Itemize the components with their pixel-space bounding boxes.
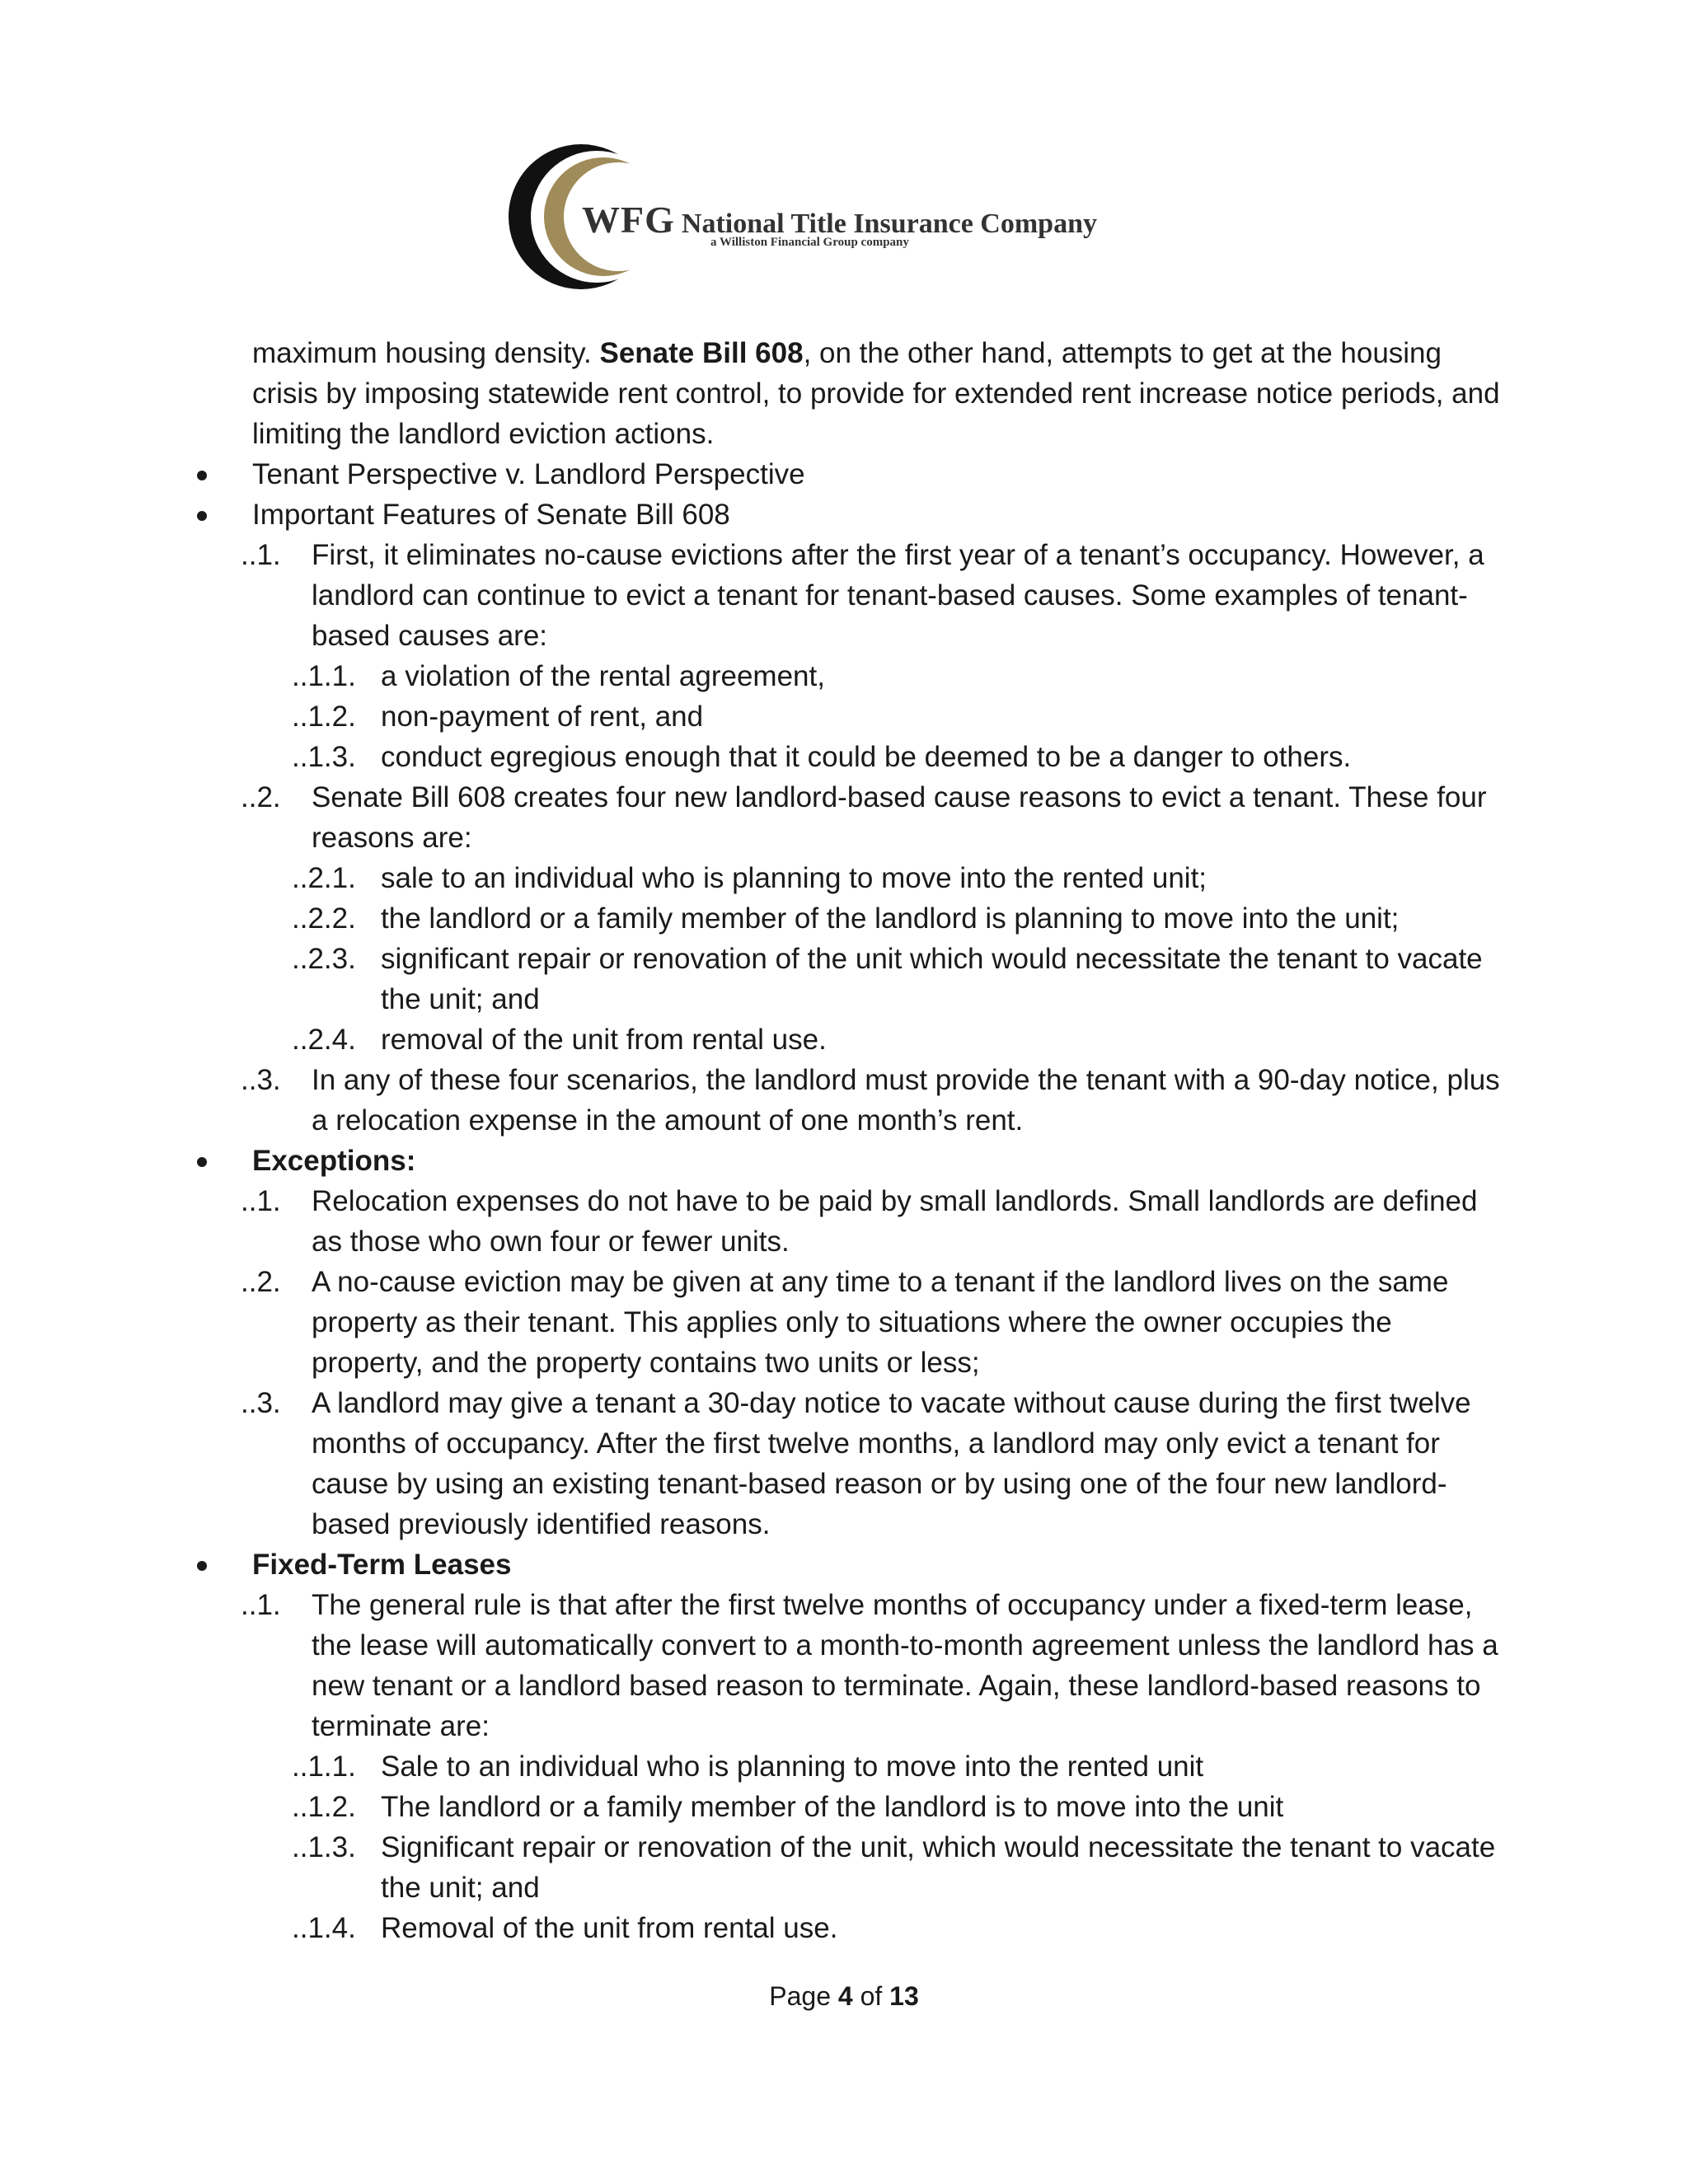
bullet-item: Important Features of Senate Bill 608 bbox=[190, 494, 1508, 535]
logo-tagline: a Williston Financial Group company bbox=[710, 236, 909, 249]
intro-bold-term: Senate Bill 608 bbox=[599, 337, 804, 369]
logo-abbr: WFG bbox=[582, 199, 675, 241]
page-footer bbox=[0, 1978, 1688, 2014]
list-marker: ..3. bbox=[241, 1064, 281, 1096]
numbered-item: ..1. First, it eliminates no-cause evictions after the first year of a tenant’s occupancy. However, a landlord can continue to evict a tenant for tenant-based causes. Some examples of tenant-based causes are: bbox=[190, 535, 1508, 656]
list-marker: ..1.4. bbox=[292, 1912, 356, 1944]
sub-numbered-item: ..1.1. a violation of the rental agreement, bbox=[190, 656, 1508, 696]
list-marker: ..1.1. bbox=[292, 1750, 356, 1783]
sub-numbered-item: ..2.2. the landlord or a family member of the landlord is planning to move into the unit; bbox=[190, 898, 1508, 939]
numbered-item: ..2. Senate Bill 608 creates four new landlord-based cause reasons to evict a tenant. These four reasons are: bbox=[190, 777, 1508, 858]
page-label: Page bbox=[769, 1981, 831, 2011]
sub-numbered-item: ..2.3. significant repair or renovation of the unit which would necessitate the tenant to vacate the unit; and bbox=[190, 939, 1508, 1019]
bullet-item: Fixed-Term Leases bbox=[190, 1544, 1508, 1585]
sub-numbered-item: ..2.4. removal of the unit from rental use. bbox=[190, 1019, 1508, 1060]
sub-numbered-item: ..2.1. sale to an individual who is planning to move into the rented unit; bbox=[190, 858, 1508, 898]
numbered-item: ..2. A no-cause eviction may be given at any time to a tenant if the landlord lives on the same property as their tenant. This applies only to situations where the owner occupies the property, and the property contains two units or less; bbox=[190, 1262, 1508, 1383]
list-marker: ..1.2. bbox=[292, 1791, 356, 1823]
logo-company-name: National Title Insurance Company bbox=[681, 209, 1097, 239]
current-page-number: 4 bbox=[837, 1981, 853, 2011]
total-pages-number: 13 bbox=[889, 1981, 919, 2011]
sub-numbered-item: ..1.3. Significant repair or renovation of the unit, which would necessitate the tenant to vacate the unit; and bbox=[190, 1827, 1508, 1908]
numbered-item: ..3. A landlord may give a tenant a 30-day notice to vacate without cause during the first twelve months of occupancy. After the first twelve months, a landlord may only evict a tenant for cause by using an existing tenant-based reason or by using one of the four new landlord-based previously identified reasons. bbox=[190, 1383, 1508, 1544]
list-marker: ..1.3. bbox=[292, 1831, 356, 1863]
numbered-item: ..3. In any of these four scenarios, the landlord must provide the tenant with a 90-day notice, plus a relocation expense in the amount of one month’s rent. bbox=[190, 1060, 1508, 1141]
sub-numbered-item: ..1.2. non-payment of rent, and bbox=[190, 696, 1508, 737]
intro-paragraph: maximum housing density. Senate Bill 608, on the other hand, attempts to get at the housing crisis by imposing statewide rent control, to provide for extended rent increase notice periods, and limiting the landlord eviction actions. bbox=[252, 337, 1500, 450]
page-of-label: of bbox=[860, 1981, 883, 2011]
list-marker: ..1.2. bbox=[292, 701, 356, 733]
list-marker: ..2.4. bbox=[292, 1024, 356, 1056]
list-marker: ..2. bbox=[241, 781, 281, 813]
list-marker: ..2. bbox=[241, 1266, 281, 1298]
sub-numbered-item: ..1.2. The landlord or a family member of the landlord is to move into the unit bbox=[190, 1787, 1508, 1827]
list-marker: ..3. bbox=[241, 1387, 281, 1419]
list-marker: ..1. bbox=[241, 1185, 281, 1217]
list-marker: ..2.3. bbox=[292, 943, 356, 975]
bullet-item: Exceptions: bbox=[190, 1141, 1508, 1181]
list-marker: ..1. bbox=[241, 1589, 281, 1621]
document-body bbox=[190, 333, 1508, 1948]
numbered-item: ..1. Relocation expenses do not have to be paid by small landlords. Small landlords are defined as those who own four or fewer units. bbox=[190, 1181, 1508, 1262]
list-marker: ..1.3. bbox=[292, 741, 356, 773]
list-marker: ..1.1. bbox=[292, 660, 356, 692]
sub-numbered-item: ..1.1. Sale to an individual who is planning to move into the rented unit bbox=[190, 1746, 1508, 1787]
sub-numbered-item: ..1.4. Removal of the unit from rental use. bbox=[190, 1908, 1508, 1948]
bullet-item: Tenant Perspective v. Landlord Perspective bbox=[190, 454, 1508, 494]
list-marker: ..1. bbox=[241, 539, 281, 571]
list-marker: ..2.2. bbox=[292, 902, 356, 935]
sub-numbered-item: ..1.3. conduct egregious enough that it could be deemed to be a danger to others. bbox=[190, 737, 1508, 777]
list-marker: ..2.1. bbox=[292, 862, 356, 894]
company-logo bbox=[504, 138, 1098, 295]
numbered-item: ..1. The general rule is that after the first twelve months of occupancy under a fixed-term lease, the lease will automatically convert to a month-to-month agreement unless the landlord has a new tenant or a landlord based reason to terminate. Again, these landlord-based reasons to terminate are: bbox=[190, 1585, 1508, 1746]
